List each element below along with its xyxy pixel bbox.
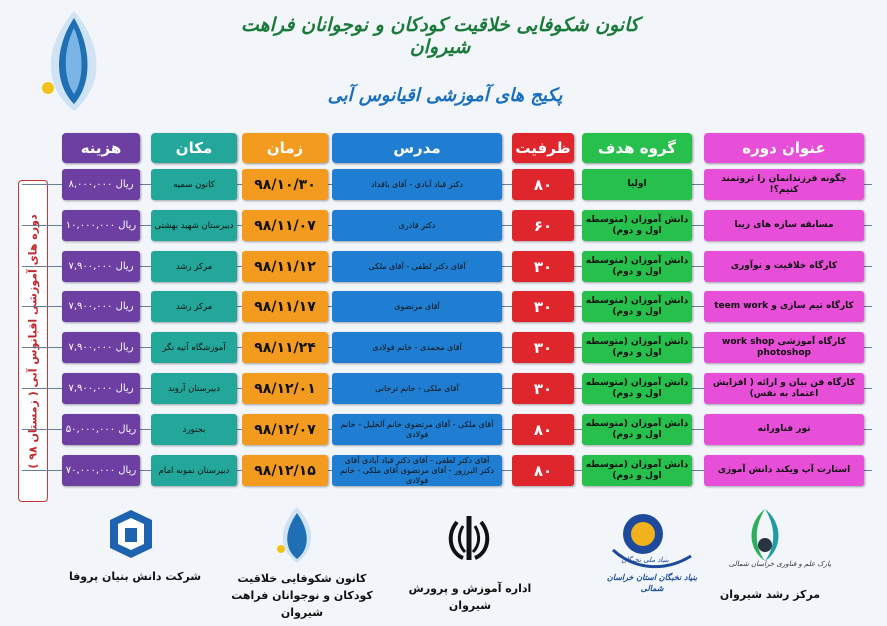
cell-title: چگونه فرزندانمان را ثروتمند کنیم؟! xyxy=(704,169,864,200)
cell-group: دانش آموزان (متوسطه اول و دوم) xyxy=(582,414,692,445)
cell-place: مرکز رشد xyxy=(151,251,237,282)
cell-time: ۹۸/۱۱/۰۷ xyxy=(242,210,328,241)
cell-group: دانش آموزان (متوسطه اول و دوم) xyxy=(582,373,692,404)
elites-logo-text: بنیاد ملی نخبگان xyxy=(621,556,669,564)
cell-group: اولیا xyxy=(582,169,692,200)
cell-title: مسابقه سازه های زیبا xyxy=(704,210,864,241)
cell-place: کانون سمیه xyxy=(151,169,237,200)
cell-time: ۹۸/۱۲/۰۱ xyxy=(242,373,328,404)
header-teacher: مدرس xyxy=(332,133,502,163)
header-group: گروه هدف xyxy=(582,133,692,163)
cell-capacity: ۳۰ xyxy=(512,332,574,363)
cell-time: ۹۸/۱۲/۰۷ xyxy=(242,414,328,445)
cell-place: دبیرستان نمونه امام xyxy=(151,455,237,486)
cell-place: مرکز رشد xyxy=(151,291,237,322)
page-subtitle: پکیج های آموزشی اقیانوس آبی xyxy=(327,85,563,106)
cell-cost: ریال ۷,۹۰۰,۰۰۰ xyxy=(62,373,140,404)
cell-title: کارگاه آموزشی work shop photoshop xyxy=(704,332,864,363)
cell-teacher: آقای مرتضوی xyxy=(332,291,502,322)
cell-group: دانش آموزان (متوسطه اول و دوم) xyxy=(582,455,692,486)
cell-cost: ریال ۷,۹۰۰,۰۰۰ xyxy=(62,251,140,282)
cell-capacity: ۸۰ xyxy=(512,414,574,445)
cell-capacity: ۸۰ xyxy=(512,169,574,200)
cell-teacher: آقای ملکی - آقای مرتضوی خانم آلخلیل - خانم فولادی xyxy=(332,414,502,445)
footer-org5: مرکز رشد شیروان xyxy=(719,588,821,601)
cell-teacher: آقای دکتر لطفی - آقای دکتر قباد آبادی آقای دکتر البرزور - آقای مرتضوی آقای ملکی - خانم فولادی xyxy=(332,455,502,486)
header-cost: هزینه xyxy=(62,133,140,163)
proofa-logo xyxy=(108,508,154,560)
cell-cost: ریال ۷,۹۰۰,۰۰۰ xyxy=(62,332,140,363)
cell-title: کارگاه تیم سازی و teem work xyxy=(704,291,864,322)
cell-time: ۹۸/۱۱/۱۷ xyxy=(242,291,328,322)
cell-time: ۹۸/۱۱/۱۲ xyxy=(242,251,328,282)
side-label xyxy=(18,180,48,502)
cell-cost: ریال ۵۰,۰۰۰,۰۰۰ xyxy=(62,414,140,445)
cell-group: دانش آموزان (متوسطه اول و دوم) xyxy=(582,332,692,363)
cell-time: ۹۸/۱۰/۳۰ xyxy=(242,169,328,200)
header-title: عنوان دوره xyxy=(704,133,864,163)
cell-place: دبیرستان آروند xyxy=(151,373,237,404)
cell-teacher: آقای ملکی - خانم ترخانی xyxy=(332,373,502,404)
cell-group: دانش آموزان (متوسطه اول و دوم) xyxy=(582,291,692,322)
footer-org2: کانون شکوفایی خلاقیت کودکان و نوجوانان فراهت شیروان xyxy=(231,572,373,619)
page-title: کانون شکوفایی خلاقیت کودکان و نوجوانان فراهت شیروان xyxy=(240,14,640,58)
kanoon-footer-logo xyxy=(272,505,322,565)
side-label-text: دوره های آموزشی اقیانوس آبی ( زمستان ۹۸ ) xyxy=(26,213,40,469)
cell-cost: ریال ۷,۹۰۰,۰۰۰ xyxy=(62,291,140,322)
cell-teacher: دکتر قادری xyxy=(332,210,502,241)
cell-cost: ریال ۷۰,۰۰۰,۰۰۰ xyxy=(62,455,140,486)
cell-cost: ریال ۱۰,۰۰۰,۰۰۰ xyxy=(62,210,140,241)
growth-center-logo xyxy=(735,505,795,565)
park-logo-text: پارک علم و فناوری خراسان شمالی xyxy=(728,560,832,568)
cell-title: تور فناورانه xyxy=(704,414,864,445)
cell-group: دانش آموزان (متوسطه اول و دوم) xyxy=(582,210,692,241)
cell-place: آموزشگاه آتیه نگر xyxy=(151,332,237,363)
kanoon-logo xyxy=(34,6,114,116)
cell-capacity: ۸۰ xyxy=(512,455,574,486)
cell-time: ۹۸/۱۱/۲۴ xyxy=(242,332,328,363)
cell-place: بجنورد xyxy=(151,414,237,445)
cell-group: دانش آموزان (متوسطه اول و دوم) xyxy=(582,251,692,282)
cell-teacher: آقای دکتر لطفی - آقای ملکی xyxy=(332,251,502,282)
header-capacity: ظرفیت xyxy=(512,133,574,163)
cell-capacity: ۶۰ xyxy=(512,210,574,241)
header-time: زمان xyxy=(242,133,328,163)
cell-time: ۹۸/۱۲/۱۵ xyxy=(242,455,328,486)
header-place: مکان xyxy=(151,133,237,163)
cell-title: کارگاه خلاقیت و نوآوری xyxy=(704,251,864,282)
cell-title: استارت آپ ویکند دانش آموزی xyxy=(704,455,864,486)
cell-teacher: آقای محمدی - خانم فولادی xyxy=(332,332,502,363)
cell-title: کارگاه فن بیان و ارائه ( افزایش اعتماد به نفس) xyxy=(704,373,864,404)
cell-capacity: ۳۰ xyxy=(512,373,574,404)
footer-org1: شرکت دانش بنیان پروفا xyxy=(68,570,202,583)
cell-capacity: ۳۰ xyxy=(512,291,574,322)
cell-teacher: دکتر قباد آبادی - آقای باقداد xyxy=(332,169,502,200)
cell-capacity: ۳۰ xyxy=(512,251,574,282)
cell-cost: ریال ۸,۰۰۰,۰۰۰ xyxy=(62,169,140,200)
footer-org3: اداره آموزش و پرورش شیروان xyxy=(408,582,532,612)
footer-org4: بنیاد نخبگان استان خراسان شمالی xyxy=(606,573,698,593)
cell-place: دبیرستان شهید بهشتی xyxy=(151,210,237,241)
iran-emblem-icon xyxy=(443,512,495,564)
